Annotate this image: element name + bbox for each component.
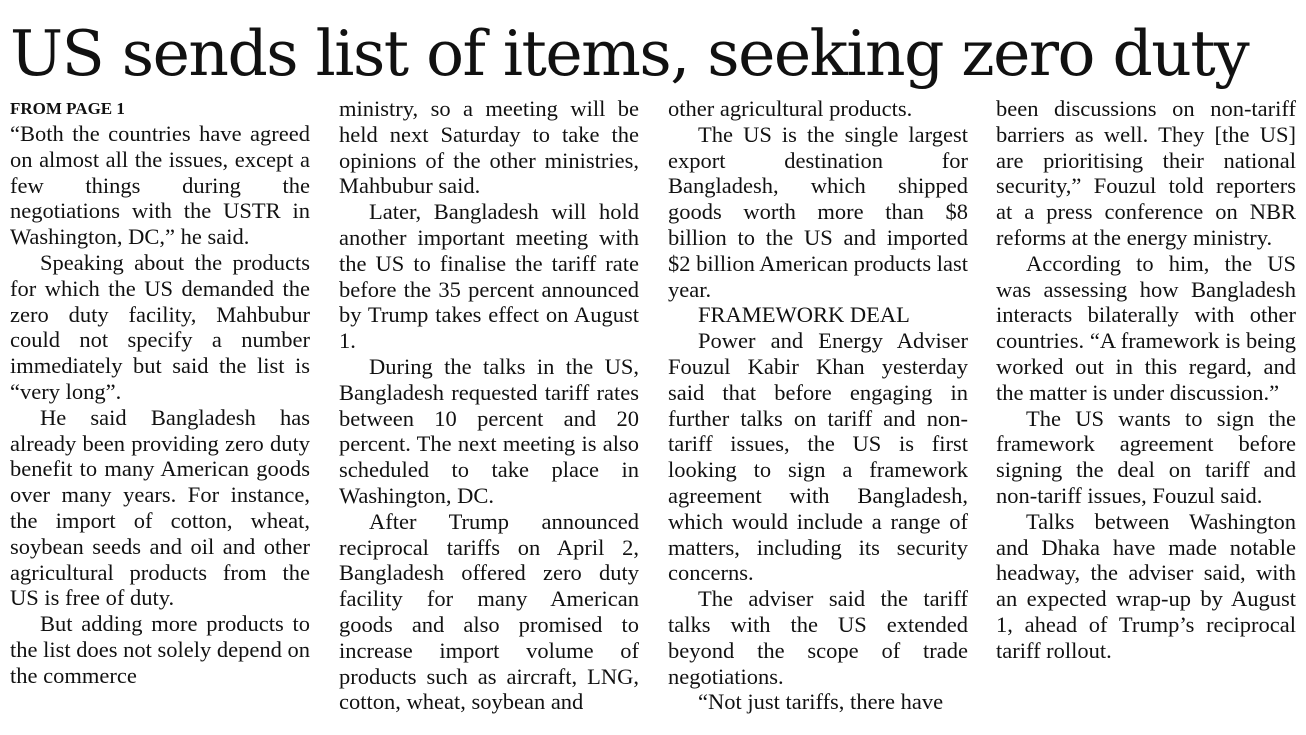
paragraph: “Both the countries have agreed on almost all the issues, except a few things during the negotiations with the USTR in Washington, DC,” he said. <box>10 121 310 250</box>
paragraph: been discussions on non-tariff barriers as well. They [the US] are prioritising their national security,” Fouzul told reporters at a press conference on NBR reforms at the energy ministry. <box>996 96 1296 250</box>
article-column-1 <box>10 96 310 726</box>
article-column-3 <box>668 96 968 726</box>
paragraph: “Not just tariffs, there have <box>698 689 944 715</box>
paragraph: After Trump announced reciprocal tariffs on April 2, Bangladesh offered zero duty facility for many American goods and also promised to increase import volume of products such as aircraft, LNG, cotton, wheat, soybean and <box>339 508 639 715</box>
paragraph: The US is the single largest export destination for Bangladesh, which shipped goods worth more than $8 billion to the US and imported $2 billion American products last year. <box>668 121 968 302</box>
paragraph: According to him, the US was assessing how Bangladesh interacts bilaterally with other countries. “A framework is being worked out in this regard, and the matter is under discussion.” <box>996 250 1296 405</box>
section-subhead: FRAMEWORK DEAL <box>698 302 910 328</box>
paragraph: Later, Bangladesh will hold another important meeting with the US to finalise the tariff rate before the 35 percent announced by Trump takes effect on August 1. <box>339 199 639 354</box>
paragraph: The adviser said the tariff talks with the US extended beyond the scope of trade negotiations. <box>668 586 968 689</box>
paragraph: Talks between Washington and Dhaka have made notable headway, the adviser said, with an expected wrap-up by August 1, ahead of Trump’s reciprocal tariff rollout. <box>996 508 1296 663</box>
headline: US sends list of items, seeking zero duty <box>10 17 1249 90</box>
article-column-4 <box>996 96 1296 726</box>
paragraph: ministry, so a meeting will be held next Saturday to take the opinions of the other ministries, Mahbubur said. <box>339 96 639 199</box>
paragraph: other agricultural products. <box>668 96 913 121</box>
paragraph: Speaking about the products for which the US demanded the zero duty facility, Mahbubur could not specify a number immediately but said the list is “very long”. <box>10 249 310 404</box>
paragraph: But adding more products to the list does not solely depend on the commerce <box>10 611 310 688</box>
kicker: FROM PAGE 1 <box>10 99 125 118</box>
paragraph: Power and Energy Adviser Fouzul Kabir Khan yesterday said that before engaging in further talks on tariff and non-tariff issues, the US is first looking to sign a framework agreement with Bangladesh, which would include a range of matters, including its security concerns. <box>668 328 968 586</box>
paragraph: During the talks in the US, Bangladesh requested tariff rates between 10 percent and 20 percent. The next meeting is also scheduled to take place in Washington, DC. <box>339 353 639 508</box>
article-column-2 <box>339 96 639 726</box>
paragraph: The US wants to sign the framework agreement before signing the deal on tariff and non-tariff issues, Fouzul said. <box>996 405 1296 508</box>
paragraph: He said Bangladesh has already been providing zero duty benefit to many American goods over many years. For instance, the import of cotton, wheat, soybean seeds and oil and other agricultural products from the US is free of duty. <box>10 404 310 611</box>
